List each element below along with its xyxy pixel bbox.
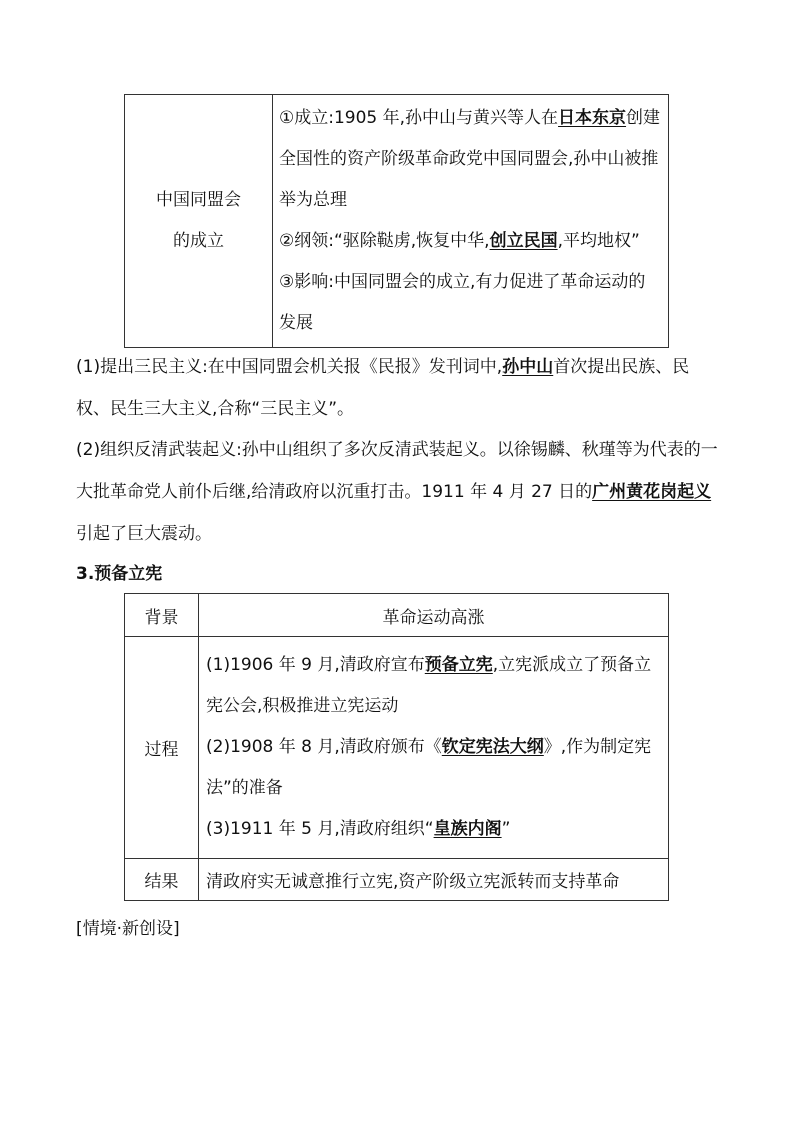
process-item-1906: [206, 645, 661, 727]
context-tag: [情境·新创设]: [76, 919, 180, 939]
proc3-text-a: (3)1911 年 5 月,清政府组织“: [206, 819, 434, 839]
table2-label-process: 过程: [125, 637, 199, 859]
paragraph-three-principles: [76, 346, 722, 430]
proc1-text-a: (1)1906 年 9 月,清政府宣布: [206, 655, 425, 675]
table2-label-background: 背景: [125, 594, 199, 637]
table2-label-result: 结果: [125, 859, 199, 901]
proc2-text-a: (2)1908 年 8 月,清政府颁布《: [206, 737, 442, 757]
table1-label-line2: 的成立: [173, 231, 224, 251]
table-tongmenghui: [124, 94, 669, 348]
proc3-keyword: 皇族内阁: [433, 819, 502, 839]
table1-label-line1: 中国同盟会: [156, 190, 241, 210]
section-title-constitution: 3.预备立宪: [76, 564, 163, 584]
table1-content-cell: [273, 95, 669, 348]
proc2-text-c: 》,作为制定宪法”的准备: [206, 737, 652, 798]
para2-text-c: 引起了巨大震动。: [76, 524, 212, 544]
item1-text-a: ①成立:1905 年,孙中山与黄兴等人在: [279, 108, 559, 128]
table1-item-founding: [279, 98, 662, 221]
proc1-keyword: 预备立宪: [424, 655, 493, 675]
item2-keyword: 创立民国: [489, 231, 558, 251]
proc3-text-c: ”: [501, 819, 511, 839]
para2-text-a: (2)组织反清武装起义:孙中山组织了多次反清武装起义。以徐锡麟、秋瑾等为代表的一大批革命党人前仆后继,给清政府以沉重打击。1911 年 4 月 27 日的: [76, 440, 718, 502]
table2-row-background: [125, 594, 669, 637]
table1-item-impact: ③影响:中国同盟会的成立,有力促进了革命运动的发展: [279, 272, 646, 333]
table2-row-result: [125, 859, 669, 901]
item1-text-c: 创建全国性的资产阶级革命政党中国同盟会,孙中山被推举为总理: [279, 108, 661, 210]
proc1-text-c: ,立宪派成立了预备立宪公会,积极推进立宪运动: [206, 655, 652, 716]
item1-keyword: 日本东京: [558, 108, 627, 128]
para1-text-c: 首次提出民族、民权、民生三大主义,合称“三民主义”。: [76, 357, 690, 419]
para1-text-a: (1)提出三民主义:在中国同盟会机关报《民报》发刊词中,: [76, 357, 503, 377]
table1-label-cell: [125, 95, 273, 348]
para2-keyword: 广州黄花岗起义: [592, 482, 712, 502]
item2-text-a: ②纲领:“驱除鞑虏,恢复中华,: [279, 231, 490, 251]
table-preparatory-constitution: [124, 593, 669, 901]
table1-item-program: [279, 221, 662, 262]
item2-text-c: ,平均地权”: [557, 231, 640, 251]
table2-value-background: 革命运动高涨: [199, 594, 669, 637]
process-item-1911: [206, 809, 661, 850]
process-item-1908: [206, 727, 661, 809]
proc2-keyword: 钦定宪法大纲: [441, 737, 544, 757]
table2-value-result: 清政府实无诚意推行立宪,资产阶级立宪派转而支持革命: [199, 859, 669, 901]
table2-row-process: [125, 637, 669, 859]
paragraph-armed-uprisings: [76, 429, 722, 555]
para1-keyword: 孙中山: [502, 357, 554, 377]
table2-value-process: [199, 637, 669, 859]
